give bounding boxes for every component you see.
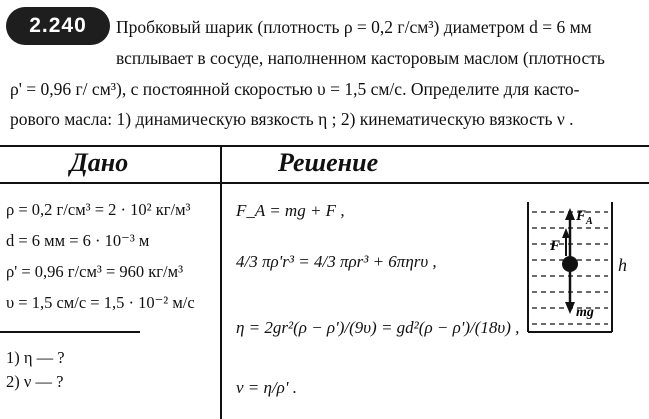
given-rho-prime: ρ' = 0,96 г/см³ = 960 кг/м³ (6, 262, 184, 281)
arrow-buoyancy-head (565, 208, 575, 220)
arrow-gravity-head (565, 302, 575, 314)
solution-header: Решение (278, 148, 379, 177)
find-nu: 2) ν — ? (6, 372, 64, 391)
problem-text-line-2: всплывает в сосуде, наполненном касторовым маслом (плотность (116, 48, 605, 68)
label-fa: F (576, 208, 587, 224)
ball (562, 256, 578, 272)
equation-force-balance: F_A = mg + F , (236, 201, 345, 220)
given-rho: ρ = 0,2 г/см³ = 2 · 10² кг/м³ (6, 200, 191, 219)
label-f: F (550, 238, 561, 254)
label-mg: mg (576, 305, 594, 320)
problem-text-line-4: рового масла: 1) динамическую вязкость η ; 2) кинематическую вязкость ν . (10, 109, 574, 129)
given-diameter: d = 6 мм = 6 · 10⁻³ м (6, 231, 150, 250)
table-divider-vertical (220, 145, 222, 419)
table-header-rule (0, 182, 649, 184)
problem-number-badge: 2.240 (6, 7, 110, 45)
table-top-rule (0, 145, 649, 147)
vessel-figure (522, 198, 618, 338)
find-eta: 1) η — ? (6, 348, 65, 367)
label-h: h (618, 255, 627, 275)
given-velocity: υ = 1,5 см/с = 1,5 · 10⁻² м/с (6, 293, 195, 312)
equation-nu: ν = η/ρ' . (236, 378, 297, 397)
given-header: Дано (70, 148, 129, 177)
equation-eta: η = 2gr²(ρ − ρ')/(9υ) = gd²(ρ − ρ')/(18υ) , (236, 318, 520, 337)
problem-text-line-3: ρ' = 0,96 г/ см³), с постоянной скоростью υ = 1,5 см/с. Определите для касто- (10, 79, 580, 99)
given-find-separator (0, 331, 140, 333)
label-fa-sub: A (586, 216, 593, 227)
problem-text-line-1: Пробковый шарик (плотность ρ = 0,2 г/см³) диаметром d = 6 мм (116, 17, 592, 37)
equation-volume-balance: 4/3 πρ'r³ = 4/3 πρr³ + 6πηrυ , (236, 252, 437, 271)
